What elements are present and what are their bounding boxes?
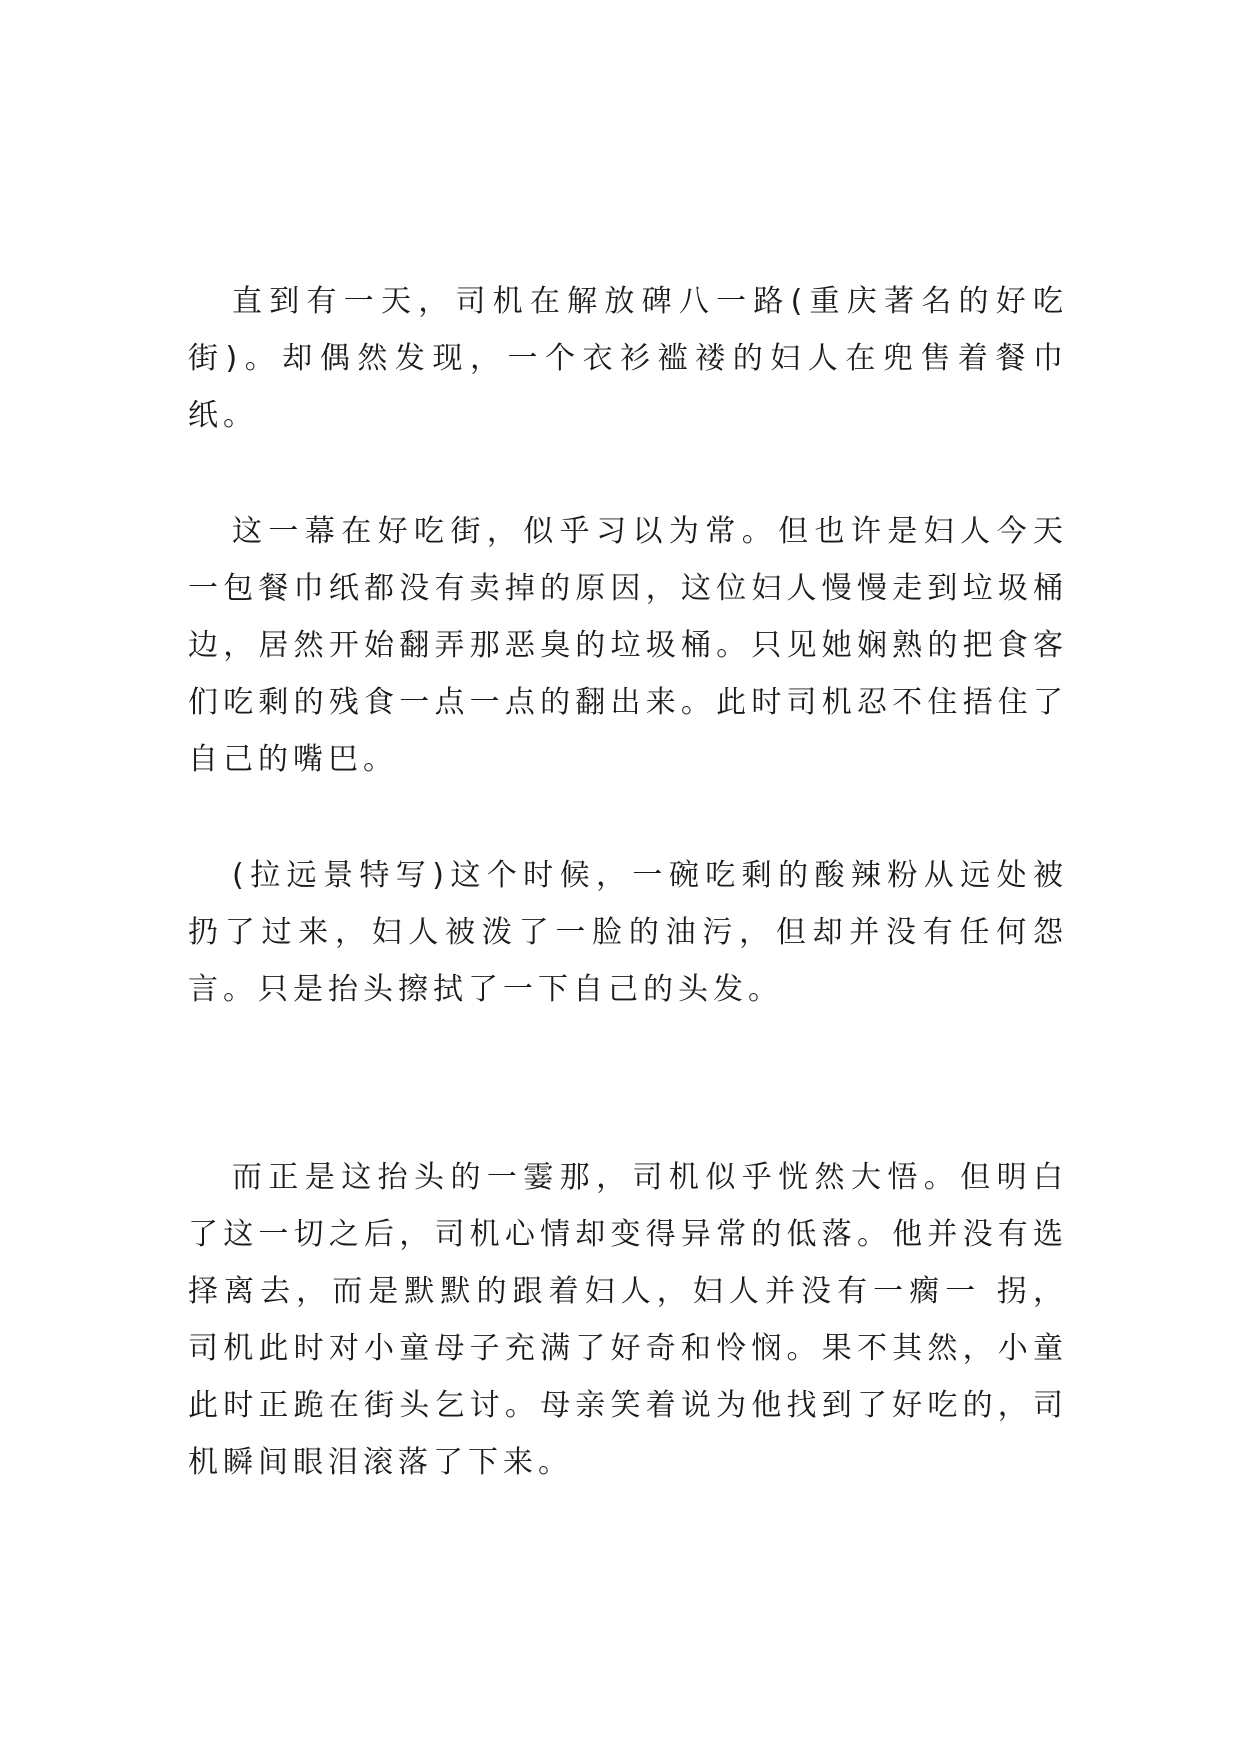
paragraph-2: 这一幕在好吃街，似乎习以为常。但也许是妇人今天一包餐巾纸都没有卖掉的原因，这位妇人慢慢走到垃圾桶边，居然开始翻弄那恶臭的垃圾桶。只见她娴熟的把食客们吃剩的残食一点一点的翻出来。此时司机忍不住捂住了自己的嘴巴。 [188,514,1068,777]
paragraph-4: 而正是这抬头的一霎那，司机似乎恍然大悟。但明白了这一切之后，司机心情却变得异常的低落。他并没有选择离去，而是默默的跟着妇人，妇人并没有一瘸一 拐，司机此时对小童母子充满了好奇和怜悯。果不其然，小童此时正跪在街头乞讨。母亲笑着说为他找到了好吃的，司机瞬间眼泪滚落了下来。 [188,1160,1068,1480]
paragraph-3: (拉远景特写)这个时候，一碗吃剩的酸辣粉从远处被扔了过来，妇人被泼了一脸的油污，但却并没有任何怨言。只是抬头擦拭了一下自己的头发。 [188,858,1068,1007]
paragraph-1: 直到有一天，司机在解放碑八一路(重庆著名的好吃街)。却偶然发现，一个衣衫褴褛的妇人在兜售着餐巾纸。 [188,284,1068,433]
